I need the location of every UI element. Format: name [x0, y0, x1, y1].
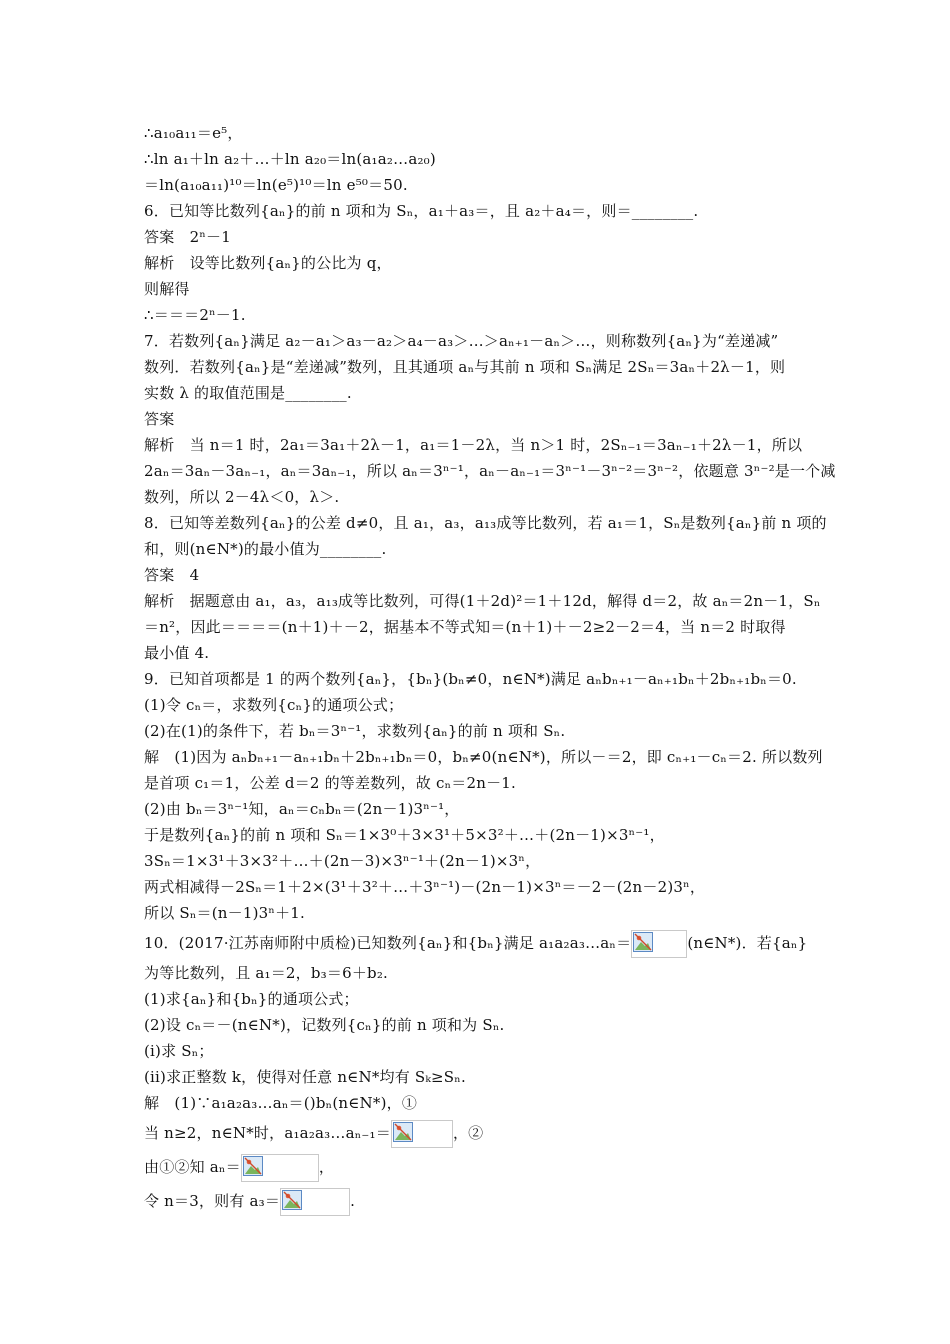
- text-line: (2)在(1)的条件下，若 bₙ＝3ⁿ⁻¹，求数列{aₙ}的前 n 项和 Sₙ.: [144, 722, 566, 740]
- formula-image: [391, 1120, 453, 1148]
- text-line: 于是数列{aₙ}的前 n 项和 Sₙ＝1×3⁰＋3×3¹＋5×3²＋…＋(2n－1)×3ⁿ⁻¹，: [144, 826, 665, 844]
- text-line: 是首项 c₁＝1，公差 d＝2 的等差数列，故 cₙ＝2n－1.: [144, 774, 516, 792]
- text-line: [144, 1150, 824, 1184]
- text-line: (2)由 bₙ＝3ⁿ⁻¹知，aₙ＝cₙbₙ＝(2n－1)3ⁿ⁻¹，: [144, 800, 460, 818]
- text-fragment: ，: [318, 1158, 335, 1176]
- document-page: [144, 120, 836, 1218]
- text-line: 两式相减得－2Sₙ＝1＋2×(3¹＋3²＋…＋3ⁿ⁻¹)－(2n－1)×3ⁿ＝－2－(2n－2)3ⁿ，: [144, 878, 706, 896]
- text-line: ∴ln a₁＋ln a₂＋…＋ln a₂₀＝ln(a₁a₂…a₂₀): [144, 150, 436, 168]
- text-line: [144, 1116, 824, 1150]
- text-line: (ii)求正整数 k，使得对任意 n∈N*均有 Sₖ≥Sₙ.: [144, 1068, 466, 1086]
- solution-9: 解 (1)因为 aₙbₙ₊₁－aₙ₊₁bₙ＋2bₙ₊₁bₙ＝0，bₙ≠0(n∈N*)，所以－＝2，即 cₙ₊₁－cₙ＝2. 所以数列: [144, 748, 823, 766]
- broken-image-icon: [633, 932, 653, 952]
- question-8: 8．已知等差数列{aₙ}的公差 d≠0，且 a₁，a₃，a₁₃成等比数列，若 a₁＝1，Sₙ是数列{aₙ}前 n 项的: [144, 514, 827, 532]
- broken-image-icon: [243, 1156, 263, 1176]
- text-line: (i)求 Sₙ；: [144, 1042, 214, 1060]
- formula-image: [631, 930, 687, 958]
- analysis-6: 解析 设等比数列{aₙ}的公比为 q，: [144, 254, 392, 272]
- analysis-7: 解析 当 n＝1 时，2a₁＝3a₁＋2λ－1，a₁＝1－2λ，当 n＞1 时，2Sₙ₋₁＝3aₙ₋₁＋2λ－1，所以: [144, 436, 803, 454]
- text-fragment: 10．(2017·江苏南师附中质检)已知数列{aₙ}和{bₙ}满足 a₁a₂a₃…aₙ＝: [144, 934, 632, 952]
- text-fragment: ，②: [452, 1124, 484, 1142]
- text-fragment: 令 n＝3，则有 a₃＝: [144, 1192, 281, 1210]
- text-line: 为等比数列，且 a₁＝2，b₃＝6＋b₂.: [144, 964, 389, 982]
- text-line: ＝n²，因此＝＝＝＝(n＋1)＋－2，据基本不等式知＝(n＋1)＋－2≥2－2＝4，当 n＝2 时取得: [144, 618, 786, 636]
- analysis-8: 解析 据题意由 a₁，a₃，a₁₃成等比数列，可得(1＋2d)²＝1＋12d，解得 d＝2，故 aₙ＝2n－1，Sₙ: [144, 592, 821, 610]
- text-fragment: 由①②知 aₙ＝: [144, 1158, 241, 1176]
- text-line: 实数 λ 的取值范围是________.: [144, 384, 352, 402]
- question-6: 6．已知等比数列{aₙ}的前 n 项和为 Sₙ，a₁＋a₃＝，且 a₂＋a₄＝，则＝________.: [144, 202, 699, 220]
- text-line: [144, 1184, 824, 1218]
- question-9: 9．已知首项都是 1 的两个数列{aₙ}，{bₙ}(bₙ≠0，n∈N*)满足 aₙbₙ₊₁－aₙ₊₁bₙ＋2bₙ₊₁bₙ＝0.: [144, 670, 797, 688]
- text-line: 数列，所以 2－4λ＜0，λ＞.: [144, 488, 340, 506]
- formula-image: [241, 1154, 319, 1182]
- formula-image: [280, 1188, 350, 1216]
- text-line: (1)求{aₙ}和{bₙ}的通项公式；: [144, 990, 359, 1008]
- solution-10: 解 (1)∵a₁a₂a₃…aₙ＝()bₙ(n∈N*)，①: [144, 1094, 418, 1112]
- question-10: [144, 926, 824, 960]
- broken-image-icon: [393, 1122, 413, 1142]
- broken-image-icon: [282, 1190, 302, 1210]
- text-line: (1)令 cₙ＝，求数列{cₙ}的通项公式；: [144, 696, 404, 714]
- text-line: 最小值 4.: [144, 644, 210, 662]
- text-line: ∴a₁₀a₁₁＝e⁵，: [144, 124, 243, 142]
- text-line: ∴＝＝＝2ⁿ－1.: [144, 306, 246, 324]
- text-line: 和，则(n∈N*)的最小值为________.: [144, 540, 387, 558]
- text-fragment: .: [350, 1192, 356, 1210]
- answer-6: 答案 2ⁿ－1: [144, 228, 231, 246]
- answer-7: 答案: [144, 410, 175, 428]
- text-fragment: (n∈N*)．若{aₙ}: [687, 934, 808, 952]
- text-line: 数列．若数列{aₙ}是“差递减”数列，且其通项 aₙ与其前 n 项和 Sₙ满足 2Sₙ＝3aₙ＋2λ－1，则: [144, 358, 786, 376]
- text-fragment: 当 n≥2，n∈N*时，a₁a₂a₃…aₙ₋₁＝: [144, 1124, 391, 1142]
- text-line: 2aₙ＝3aₙ－3aₙ₋₁，aₙ＝3aₙ₋₁，所以 aₙ＝3ⁿ⁻¹，aₙ－aₙ₋₁＝3ⁿ⁻¹－3ⁿ⁻²＝3ⁿ⁻²，依题意 3ⁿ⁻²是一个减: [144, 462, 836, 480]
- question-7: 7．若数列{aₙ}满足 a₂－a₁＞a₃－a₂＞a₄－a₃＞…＞aₙ₊₁－aₙ＞…，则称数列{aₙ}为“差递减”: [144, 332, 779, 350]
- text-line: 则解得: [144, 280, 190, 298]
- text-line: 所以 Sₙ＝(n－1)3ⁿ＋1.: [144, 904, 305, 922]
- text-line: ＝ln(a₁₀a₁₁)¹⁰＝ln(e⁵)¹⁰＝ln e⁵⁰＝50.: [144, 176, 408, 194]
- text-line: (2)设 cₙ＝－(n∈N*)，记数列{cₙ}的前 n 项和为 Sₙ.: [144, 1016, 505, 1034]
- text-line: 3Sₙ＝1×3¹＋3×3²＋…＋(2n－3)×3ⁿ⁻¹＋(2n－1)×3ⁿ，: [144, 852, 541, 870]
- answer-8: 答案 4: [144, 566, 200, 584]
